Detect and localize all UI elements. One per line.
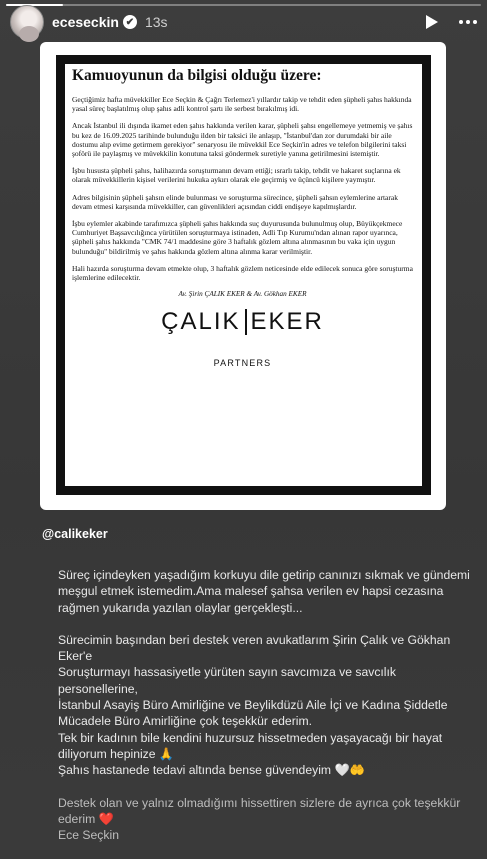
avatar[interactable] <box>10 5 44 39</box>
document-title: Kamuoyunun da bilgisi olduğu üzere: <box>72 67 322 84</box>
caption-line: Destek olan ve yalnız olmadığımı hissettiren sizlere de ayrıca çok teşekkür <box>58 795 461 810</box>
caption-line: Mücadele Büro Amirliğine çok teşekkür ederim. <box>58 714 313 729</box>
caption-line: Şahıs hastanede tedavi altında bense güvendeyim 🤍🤲 <box>58 763 365 778</box>
mention-sticker[interactable]: @calikeker <box>42 527 108 541</box>
caption-line: Eker'e <box>58 649 93 664</box>
document-paragraph: Geçtiğimiz hafta müvekkiller Ece Seçkin & Çağrı Terlemez'i yıllardır takip ve tehdit eden şüpheli şahıs hakkında yasal süreç başlatılmış olup şahıs adli kontrol şartı ile serbest bırakılmış idi. <box>72 95 412 114</box>
caption-line: personellerine, <box>58 681 138 696</box>
document-paragraph: Adres bilgisinin şüpheli şahsın elinde bulunması ve soruşturma sürecince, şüpheli şahsın eylemlerine artarak devam etmesi karşısında müvekkiller, can güvenlikleri açısından ciddi endişeye kapılmışlardır. <box>72 192 398 211</box>
username[interactable]: eceseckin <box>52 14 119 30</box>
story-header <box>0 6 487 38</box>
caption-line: diliyorum hepinize 🙏 <box>58 746 175 761</box>
document-paragraph: İşbu hususta şüpheli şahıs, halihazırda soruşturmanın devam ettiği; ısrarlı takip, tehdit ve hakaret suçlarına ek olarak müvekkillerin kişisel verilerini hukuka aykırı olarak ele geçirmiş ve üçüncü kişilere yaymıştır. <box>72 166 401 185</box>
caption-line: Tek bir kadının bile kendini huzursuz hissetmeden yaşayacağı bir hayat <box>58 730 443 745</box>
caption-line: Süreç içindeyken yaşadığım korkuyu dile getirip canınızı sıkmak ve gündemi <box>58 568 470 582</box>
document-paragraph: İşbu eylemler akabinde tarafımızca şüpheli şahıs hakkında suç duyurusunda bulunulmuş olup, Büyükçekmece Cumhuriyet Başsavcılığınca yürütülen soruşturmaya istinaden, Adli Tıp Kurumu'ndan alınan rapor uyarınca, şüpheli şahıs hakkında "CMK 74/1 maddesine göre 3 haftalık gözlem altına alınmasının bu vaka için uygun bulunduğu" bildirilmiş ve şahıs hakkında gözlem altına alınma karar verilmiştir. <box>72 219 403 256</box>
caption-line: İstanbul Asayiş Büro Amirliğine ve Beylikdüzü Aile İçi ve Kadına Şiddetle <box>58 698 448 713</box>
caption-line: Ece Seçkin <box>58 828 119 843</box>
caption-block-1 <box>58 567 473 616</box>
document-signers: Av. Şirin ÇALIK EKER & Av. Gökhan EKER <box>178 290 307 299</box>
statement-document <box>56 55 431 495</box>
caption-block-2 <box>58 632 473 779</box>
logo-text-left: ÇALIK <box>161 308 241 336</box>
play-icon[interactable] <box>423 13 441 31</box>
logo-divider <box>245 309 247 335</box>
verified-badge-icon: ✔ <box>123 15 137 29</box>
caption-line: rağmen yukarıda yazılan olaylar gerçekleşti... <box>58 600 303 615</box>
document-paragraph: Hali hazırda soruşturma devam etmekte olup, 3 haftalık gözlem neticesinde elde edilecek sonuca göre soruşturma işlemlerine edilecektir. <box>72 263 413 283</box>
law-firm-logo <box>72 308 413 336</box>
logo-subtitle: PARTNERS <box>213 358 272 369</box>
document-paragraph: Ancak İstanbul ili dışında ikamet eden şahıs hakkında verilen karar, şüpheli şahsı engellemeye yetmemiş ve şahıs bu kez de 16.09.2025 tarihinde bulunduğu ilden bir taksici ile anlaşıp, "İstanbul'dan zor durumdaki bir aile dostumu alıp evime getirmem gerekiyor" senaryosu ile müvekkil Ece Seçkin'in adres ve telefon bilgilerini taksi şoförü ile paylaşmış ve müvekkilin konutuna taksi göndermek suretiyle yanına getirilmesini istemiştir. <box>72 121 413 159</box>
caption-line: Soruşturmayı hassasiyetle yürüten sayın savcımıza ve savcılık <box>58 665 396 680</box>
header-actions <box>423 13 477 31</box>
caption-line: Sürecimin başından beri destek veren avukatlarım Şirin Çalık ve Gökhan <box>58 632 451 647</box>
post-time: 13s <box>144 14 168 30</box>
logo-text-right: EKER <box>250 308 324 336</box>
more-options-icon[interactable] <box>459 13 477 31</box>
caption-line: meşgul etmek istemedim.Ama malesef şahsa verilen ev hapsi cezasına <box>58 584 444 599</box>
caption-line: ederim ❤️ <box>58 811 114 826</box>
story-caption <box>58 567 473 859</box>
caption-block-3 <box>58 795 473 844</box>
